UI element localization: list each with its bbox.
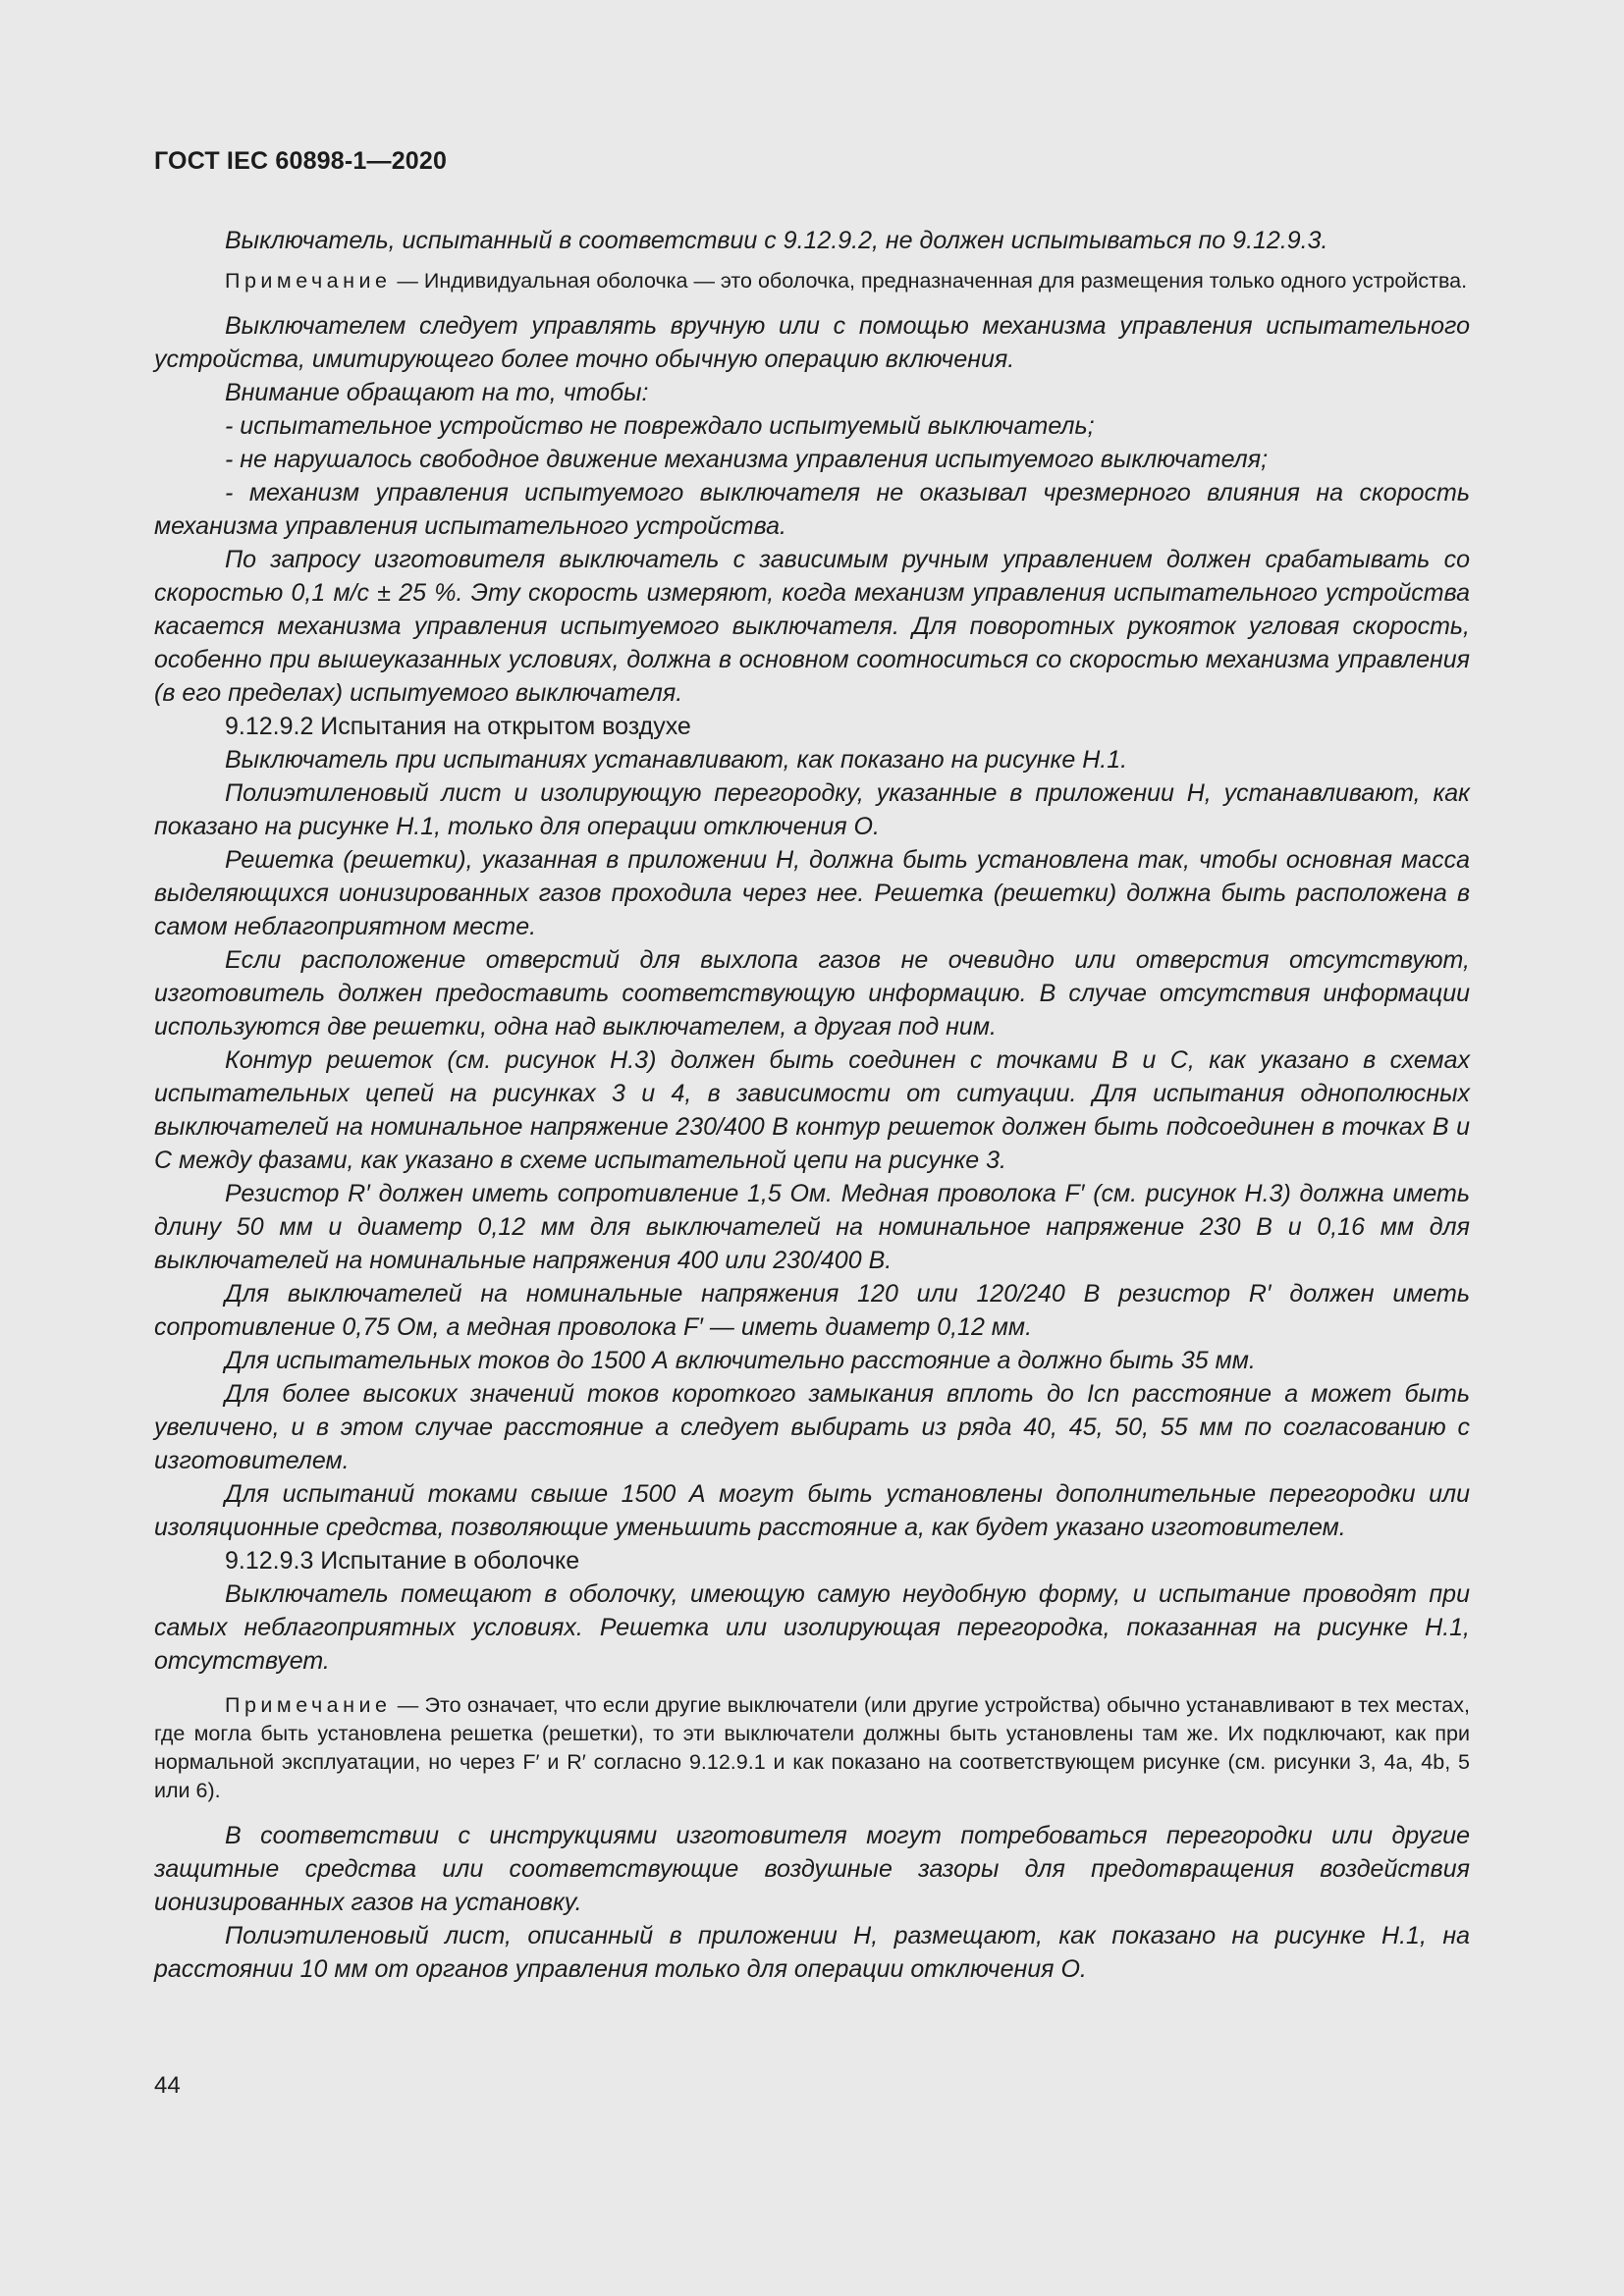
- note: [154, 267, 1470, 295]
- paragraph: Резистор R′ должен иметь сопротивление 1,5 Ом. Медная проволока F′ (см. рисунок H.3) должна иметь длину 50 мм и диаметр 0,12 мм для выключателей на номинальное напряжение 230 В и 0,16 мм для выключателей на номинальные напряжения 400 или 230/400 В.: [154, 1180, 1470, 1274]
- page-number: 44: [154, 2072, 181, 2099]
- list-item: - испытательное устройство не повреждало испытуемый выключатель;: [225, 412, 1095, 440]
- paragraph: Для более высоких значений токов короткого замыкания вплоть до Icn расстояние a может быть увеличено, и в этом случае расстояние a следует выбирать из ряда 40, 45, 50, 55 мм по согласованию с изготовителем.: [154, 1380, 1470, 1474]
- paragraph: Для выключателей на номинальные напряжения 120 или 120/240 В резистор R′ должен иметь сопротивление 0,75 Ом, а медная проволока F′ — иметь диаметр 0,12 мм.: [154, 1280, 1470, 1341]
- list-item: - механизм управления испытуемого выключателя не оказывал чрезмерного влияния на скорость механизма управления испытательного устройства.: [154, 479, 1470, 540]
- paragraph: Выключатель помещают в оболочку, имеющую самую неудобную форму, и испытание проводят при самых неблагоприятных условиях. Решетка или изолирующая перегородка, показанная на рисунке H.1, отсутствует.: [154, 1580, 1470, 1675]
- paragraph: Выключателем следует управлять вручную или с помощью механизма управления испытательного устройства, имитирующего более точно обычную операцию включения.: [154, 312, 1470, 373]
- paragraph: Контур решеток (см. рисунок H.3) должен быть соединен с точками B и C, как указано в схемах испытательных цепей на рисунках 3 и 4, в зависимости от ситуации. Для испытания однополюсных выключателей на номинальное напряжение 230/400 В контур решеток должен быть подсоединен в точках B и C между фазами, как указано в схеме испытательной цепи на рисунке 3.: [154, 1046, 1470, 1174]
- document-header: ГОСТ IEC 60898-1—2020: [154, 147, 448, 175]
- section-heading: 9.12.9.3 Испытание в оболочке: [225, 1547, 580, 1575]
- section-heading: 9.12.9.2 Испытания на открытом воздухе: [225, 713, 691, 740]
- paragraph: Выключатель при испытаниях устанавливают, как показано на рисунке H.1.: [225, 746, 1128, 774]
- paragraph: Для испытаний токами свыше 1500 А могут быть установлены дополнительные перегородки или изоляционные средства, позволяющие уменьшить расстояние a, как будет указано изготовителем.: [154, 1480, 1470, 1541]
- note-label: Примечание: [225, 269, 392, 293]
- paragraph: Полиэтиленовый лист и изолирующую перегородку, указанные в приложении H, устанавливают, как показано на рисунке H.1, только для операции отключения O.: [154, 779, 1470, 840]
- note-label: Примечание: [225, 1693, 392, 1717]
- paragraph: Если расположение отверстий для выхлопа газов не очевидно или отверстия отсутствуют, изготовитель должен предоставить соответствующую информацию. В случае отсутствия информации используются две решетки, одна над выключателем, а другая под ним.: [154, 946, 1470, 1041]
- paragraph: Выключатель, испытанный в соответствии с 9.12.9.2, не должен испытываться по 9.12.9.3.: [225, 227, 1328, 254]
- paragraph: В соответствии с инструкциями изготовителя могут потребоваться перегородки или другие защитные средства или соответствующие воздушные зазоры для предотвращения воздействия ионизированных газов на установку.: [154, 1822, 1470, 1916]
- paragraph: Полиэтиленовый лист, описанный в приложении H, размещают, как показано на рисунке H.1, на расстоянии 10 мм от органов управления только для операции отключения O.: [154, 1922, 1470, 1983]
- document-body: [154, 224, 1470, 1986]
- note-text: — Это означает, что если другие выключатели (или другие устройства) обычно устанавливают в тех местах, где могла быть установлена решетка (решетки), то эти выключатели должны быть установлены там же. Их подключают, как при нормальной эксплуатации, но через F′ и R′ согласно 9.12.9.1 и как показано на соответствующем рисунке (см. рисунки 3, 4a, 4b, 5 или 6).: [154, 1693, 1470, 1802]
- list-item: - не нарушалось свободное движение механизма управления испытуемого выключателя;: [225, 446, 1269, 473]
- note: [154, 1691, 1470, 1805]
- paragraph: Внимание обращают на то, чтобы:: [225, 379, 649, 406]
- paragraph: По запросу изготовителя выключатель с зависимым ручным управлением должен срабатывать со скоростью 0,1 м/с ± 25 %. Эту скорость измеряют, когда механизм управления испытательного устройства касается механизма управления испытуемого выключателя. Для поворотных рукояток угловая скорость, особенно при вышеуказанных условиях, должна в основном соотноситься со скоростью механизма управления (в его пределах) испытуемого выключателя.: [154, 546, 1470, 707]
- paragraph: Решетка (решетки), указанная в приложении H, должна быть установлена так, чтобы основная масса выделяющихся ионизированных газов проходила через нее. Решетка (решетки) должна быть расположена в самом неблагоприятном месте.: [154, 846, 1470, 940]
- note-text: — Индивидуальная оболочка — это оболочка, предназначенная для размещения только одного устройства.: [391, 269, 1468, 293]
- paragraph: Для испытательных токов до 1500 А включительно расстояние a должно быть 35 мм.: [225, 1347, 1256, 1374]
